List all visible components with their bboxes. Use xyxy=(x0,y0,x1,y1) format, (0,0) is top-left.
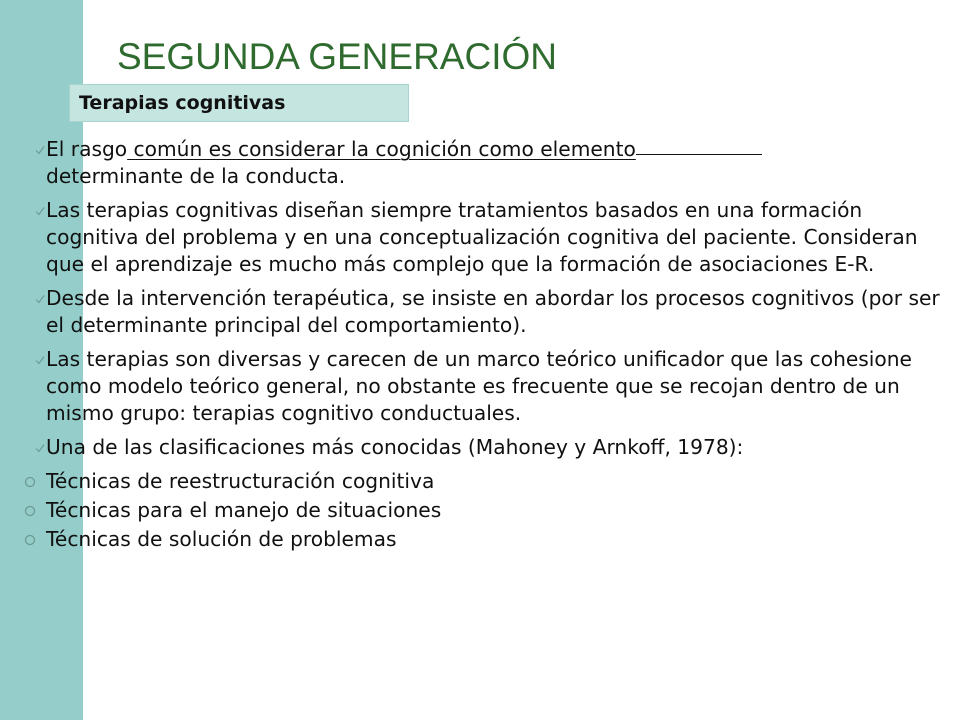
underline-gap xyxy=(636,153,762,155)
bullet-text: Las terapias son diversas y carecen de un marco teórico unificador que las cohesione como modelo teórico general, no obstante es frecuente que se recojan dentro de un mismo grupo: terapias cognitivo conductuales. xyxy=(46,347,912,425)
bullet-text: Una de las clasificaciones más conocidas (Mahoney y Arnkoff, 1978): xyxy=(46,435,744,459)
slide-title: SEGUNDA GENERACIÓN xyxy=(117,36,557,77)
bullet-text: Técnicas para el manejo de situaciones xyxy=(46,498,442,522)
bullet-item xyxy=(0,197,960,278)
bullet-item xyxy=(0,434,960,461)
bullet-text-prefix: El rasgo xyxy=(46,137,128,161)
bullet-item xyxy=(0,497,960,524)
bullet-text: Técnicas de reestructuración cognitiva xyxy=(46,469,435,493)
bullet-text-underlined: común es considerar la cognición como elemento xyxy=(127,137,636,161)
bullet-item xyxy=(0,136,960,190)
bullet-text: Técnicas de solución de problemas xyxy=(46,527,397,551)
subtitle-box xyxy=(69,84,409,122)
bullet-text: Las terapias cognitivas diseñan siempre tratamientos basados en una formación cognitiva del problema y en una conceptualización cognitiva del paciente. Consideran que el aprendizaje es mucho más complejo que la formación de asociaciones E-R. xyxy=(46,198,918,276)
bullet-item xyxy=(0,346,960,427)
bullet-text: Desde la intervención terapéutica, se insiste en abordar los procesos cognitivos (por ser el determinante principal del comportamiento). xyxy=(46,286,940,337)
bullet-list xyxy=(0,136,960,555)
bullet-item xyxy=(0,468,960,495)
slide-subtitle: Terapias cognitivas xyxy=(79,92,286,114)
bullet-text-suffix: determinante de la conducta. xyxy=(46,164,346,188)
bullet-item xyxy=(0,526,960,553)
bullet-item xyxy=(0,285,960,339)
